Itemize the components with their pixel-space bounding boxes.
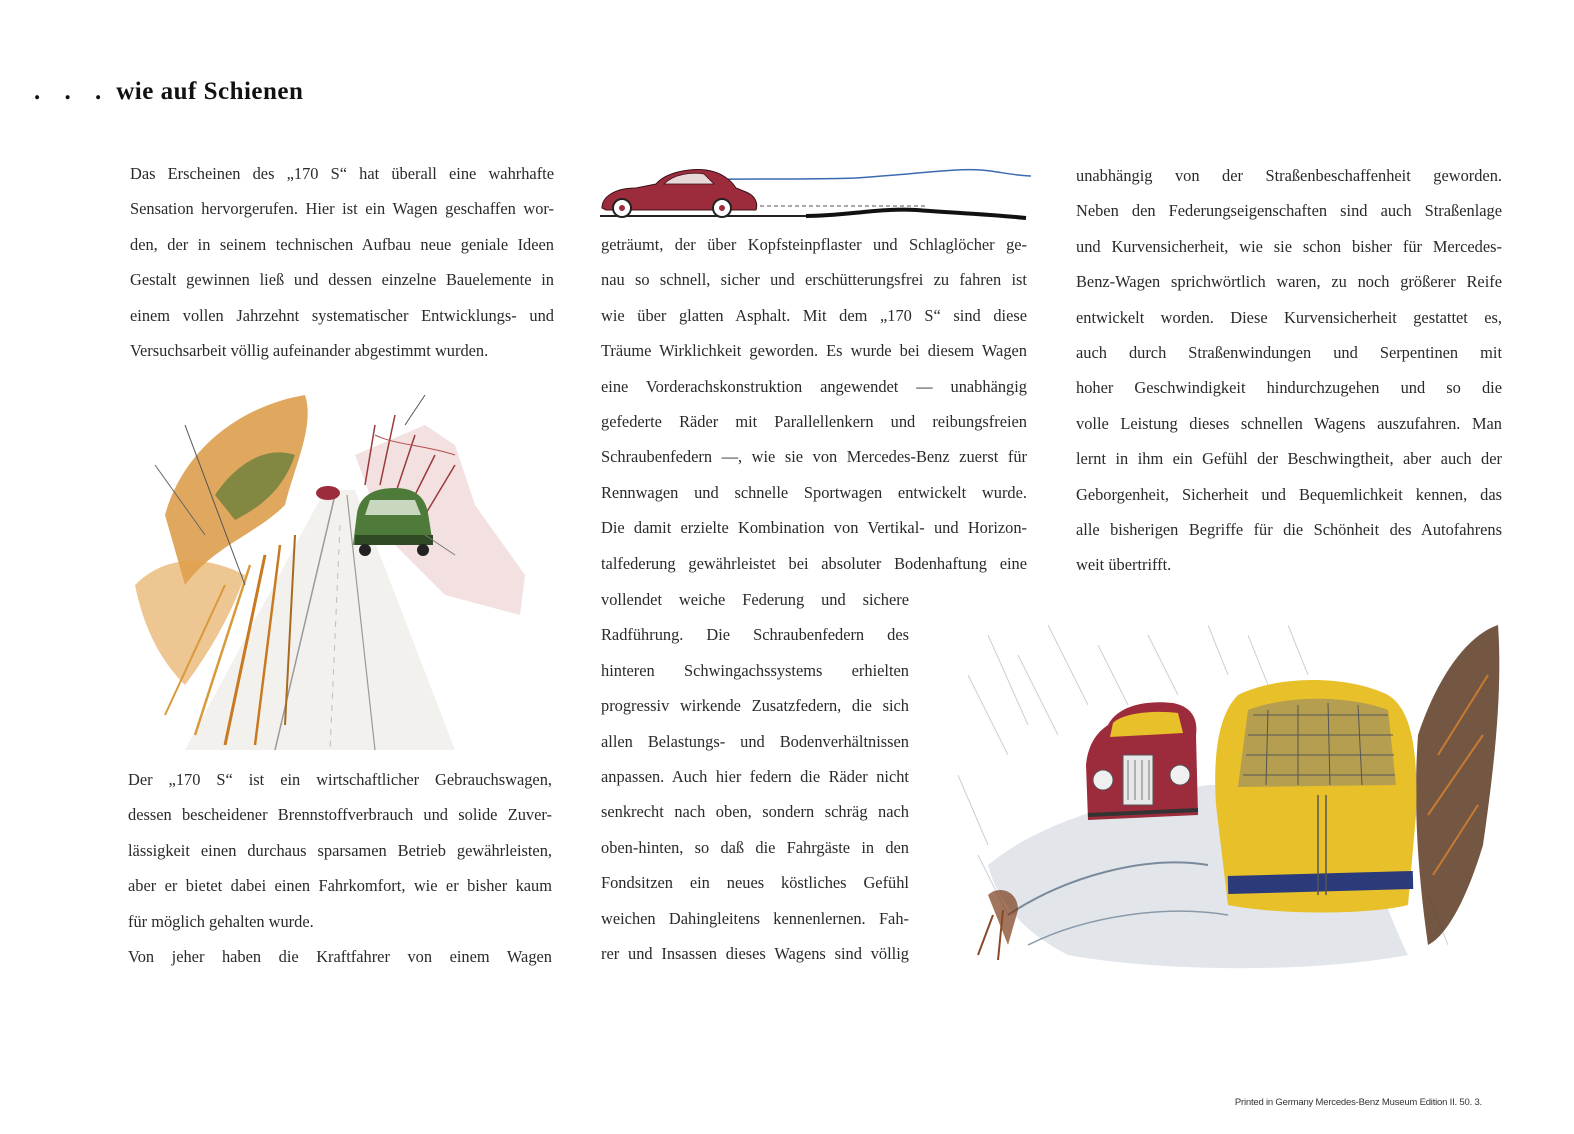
- text-line: anpassen. Auch hier federn die Räder nicht: [601, 767, 909, 787]
- text-line: talfederung gewährleistet bei absoluter Bodenhaftung eine: [601, 553, 1027, 573]
- text-line: progressiv wirkende Zusatzfedern, die sich: [601, 696, 909, 716]
- text-line: weit übertrifft.: [1076, 555, 1172, 575]
- text-line: vollendet weiche Federung und sichere: [601, 590, 909, 609]
- print-credit: Printed in Germany Mercedes-Benz Museum Edition II. 50. 3.: [1234, 1097, 1482, 1108]
- text-line: Versuchsarbeit völlig aufeinander abgestimmt wurden.: [130, 341, 489, 361]
- text-line: Benz-Wagen sprichwörtlich waren, zu noch größerer Reife: [1076, 272, 1502, 292]
- text-line: eine Vorderachskonstruktion angewendet — unabhängig: [601, 376, 1027, 396]
- text-line: hoher Geschwindigkeit hindurchzugehen und so die: [1076, 378, 1502, 398]
- autumn-road-illustration: [125, 385, 530, 750]
- paragraph-rear-axle: [601, 582, 909, 971]
- text-line: oben-hinten, so daß die Fahrgäste in den: [601, 837, 909, 857]
- text-line: Radführung. Die Schraubenfedern des: [601, 625, 909, 645]
- paragraph-intro: [130, 156, 554, 368]
- text-line: aber er bietet dabei einen Fahrkomfort, wie er bisher kaum: [128, 876, 552, 896]
- yellow-bus-drawing: [1215, 680, 1416, 913]
- text-line: alle bisherigen Begriffe für die Schönheit des Autofahrens: [1076, 520, 1502, 540]
- text-line: den, der in seinem technischen Aufbau neue geniale Ideen: [130, 234, 554, 254]
- text-line: unabhängig von der Straßenbeschaffenheit geworden.: [1076, 166, 1502, 185]
- paragraph-suspension: [601, 227, 1027, 581]
- paragraph-economy: [128, 762, 552, 974]
- heading-title: wie auf Schienen: [116, 78, 304, 105]
- text-line: nau so schnell, sicher und erschütterungsfrei zu fahren ist: [601, 270, 1027, 290]
- page-heading: [34, 78, 303, 106]
- text-line: Sensation hervorgerufen. Hier ist ein Wagen geschaffen wor-: [130, 199, 554, 219]
- text-line: Die damit erzielte Kombination von Vertikal- und Horizon-: [601, 518, 1027, 538]
- text-line: Der „170 S“ ist ein wirtschaftlicher Gebrauchswagen,: [128, 770, 552, 789]
- text-line: Von jeher haben die Kraftfahrer von einem Wagen: [128, 947, 552, 967]
- text-line: Gestalt gewinnen ließ und dessen einzelne Bauelemente in: [130, 270, 554, 290]
- heading-dots: . . .: [34, 78, 111, 105]
- text-line: rer und Insassen dieses Wagens sind völlig: [601, 944, 909, 964]
- green-car-drawing: [353, 488, 433, 556]
- text-line: allen Belastungs- und Bodenverhältnissen: [601, 731, 909, 751]
- roadster-illustration: [596, 158, 1036, 228]
- text-line: wie über glatten Asphalt. Mit dem „170 S“ sind diese: [601, 305, 1027, 325]
- text-line: Geborgenheit, Sicherheit und Bequemlichkeit kennen, das: [1076, 484, 1502, 504]
- text-line: für möglich gehalten wurde.: [128, 911, 314, 931]
- text-line: Neben den Federungseigenschaften sind auch Straßenlage: [1076, 201, 1502, 221]
- text-line: lernt in ihm ein Gefühl der Beschwingtheit, aber auch der: [1076, 449, 1502, 469]
- rainy-curve-illustration: [948, 615, 1508, 980]
- text-line: geträumt, der über Kopfsteinpflaster und Schlaglöcher ge-: [601, 235, 1027, 254]
- text-line: volle Leistung dieses schnellen Wagens auszufahren. Man: [1076, 413, 1502, 433]
- red-roadster-drawing: [602, 170, 757, 217]
- text-line: Rennwagen und schnelle Sportwagen entwickelt wurde.: [601, 482, 1027, 502]
- text-line: Das Erscheinen des „170 S“ hat überall eine wahrhafte: [130, 164, 554, 183]
- text-line: hinteren Schwingachssystems erhielten: [601, 660, 909, 680]
- text-line: lässigkeit einen durchaus sparsamen Betrieb gewährleisten,: [128, 840, 552, 860]
- text-line: einem vollen Jahrzehnt systematischer Entwicklungs- und: [130, 305, 554, 325]
- text-line: Schraubenfedern —, wie sie von Mercedes-Benz zuerst für: [601, 447, 1027, 467]
- text-line: entwickelt worden. Diese Kurvensicherheit gestattet es,: [1076, 307, 1502, 327]
- text-line: und Kurvensicherheit, wie sie schon bisher für Mercedes-: [1076, 236, 1502, 256]
- text-line: dessen bescheidener Brennstoffverbrauch und solide Zuver-: [128, 805, 552, 825]
- text-line: weichen Dahingleitens kennenlernen. Fah-: [601, 908, 909, 928]
- text-line: Träume Wirklichkeit geworden. Es wurde bei diesem Wagen: [601, 341, 1027, 361]
- text-line: auch durch Straßenwindungen und Serpentinen mit: [1076, 343, 1502, 363]
- text-line: gefederte Räder mit Parallellenkern und reibungsfreien: [601, 412, 1027, 432]
- text-line: senkrecht nach oben, sondern schräg nach: [601, 802, 909, 822]
- text-line: Fondsitzen ein neues köstliches Gefühl: [601, 873, 909, 893]
- red-sedan-drawing: [1086, 702, 1198, 820]
- paragraph-handling: [1076, 158, 1502, 583]
